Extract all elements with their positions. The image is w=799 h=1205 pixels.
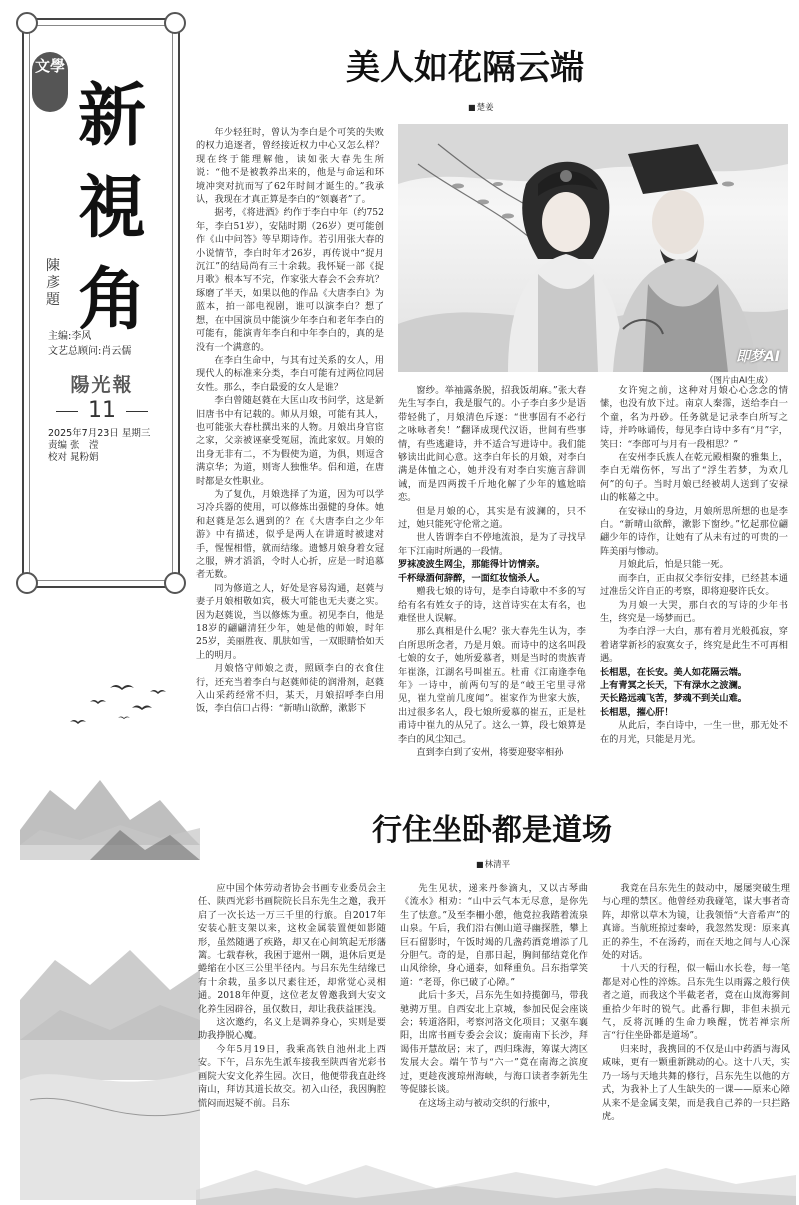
paragraph: 而李白，正由叔父李衍安排，已经甚本通过准岳父许自正的考察，即将迎娶许氏女。 xyxy=(600,572,788,598)
paragraph: 同为修道之人，好处是容易沟通，赵蕤与妻子月娘相敬如宾，极大可能也无夫妻之实。因为赵蕤说，当以修炼为重。初见李白，他是18岁的翩翩清狂少年，她是他的师娘，时年25岁，美丽胜夜、肌肤如雪，一双眼睛恰如天上的明月。 xyxy=(196,582,384,661)
paragraph: 据考，《将进酒》约作于李白中年（约752年，李白51岁），安陆时期（26岁）更可能创作《山中问答》等早期诗作。若引用张大春的小说情节，李白时年才26岁，再传说中“捉月沉江”的结局尚有三十余载。我怀疑一部《捉月歌》根本写不完，作家张大春会不会弃坑？琢磨了半天，如果以他的作品《大唐李白》为蓝本，拍一部电视剧，谁可以演李白？想了想，在中国演员中能演少年李白和老年李白的可能有，能演青年李白和中年李白的，真的是没有一个满意的。 xyxy=(196,207,384,353)
paragraph: 但是月娘的心，其实是有波澜的，只不过，她只能死守伦常之道。 xyxy=(398,505,586,531)
calligrapher-signature: 陳彥題 xyxy=(46,258,60,308)
ornament-corner-icon xyxy=(164,572,186,594)
paragraph: 李白曾随赵蕤在大匡山攻书问学，这是新旧唐书中有记载的。师从月娘，可能有其人，也可能张大春杜撰出来的人物。月娘出身官宦之家，父亲被诬豪受冤屈，流此家奴。月娘的出身无非有二，不为假使为道，为俱，则逗含满京华；为道，则寄人独惟华。侣和道，在唐时都是女性职业。 xyxy=(196,395,384,487)
advisor: 文艺总顾问:肖云儒 xyxy=(48,346,132,357)
paragraph: 归来时，我携回的不仅是山中药酒与海风咸味，更有一颗重新跳动的心。这十八天，实乃一场与天地共舞的修行，吕东先生以他的方式，为我补上了人生缺失的一课——原来心障从来不是金属支架，而是我自己养的一只拦路虎。 xyxy=(602,1043,790,1122)
paragraph: 先生见状，递来丹参滴丸，又以古琴曲《流水》相劝：“山中云气本无尽意，是你先生了怯意。”及至李柵小憩，他竟拉我踏着流泉山泉。午后，我们沿右侧山道寻幽探胜，攀上巨石留影时，午饭时竭的几盏药酒竟增添了几分胆气。奇的是，自那日起，胸间郁结竟化作山风徐徐，身心通泰，如释重负。吕东指掌笑道：“老哥，你已破了心障。” xyxy=(400,883,588,988)
paragraph: 赠我七娘的诗句，是李白诗歌中不多的写给有名有姓女子的诗，这首诗实在太有名，也难怪世人误解。 xyxy=(398,586,586,624)
paragraph: 这次邀约，名义上是调养身心，实则是要助我挣脱心魔。 xyxy=(198,1017,386,1042)
paragraph: 此后十多天，吕东先生如持揽御马，带我驰骋万里。自西安北上京城，参加民促会座谈会；转道洛阳，考察河洛文化项目；又驱车襄阳，出席书画专委会会议；旋南南下长沙，拜谒伟开慧故居；末了，西归珠海，筹谋大湾区发展大会。端午节与“六一”竟在南海之滨度过，更趁夜渡琼州海峡，与海口读者李新先生等促膝长谈。 xyxy=(400,990,588,1096)
paragraph: 应中国个体劳动者协会书画专业委员会主任、陕西光彩书画院院长吕东先生之邀，我开启了一次长达一万三千里的行旅。自2017年安装心脏支架以来，这枚金属装置便如影随形，虽然随遇了疾路，却又在心间筑起无形藩篱。七载春秋，我困于遮州一隅，退休后更是蜷缩在小区三公里半径内。与吕东先生结缘已有十余载，虽多以尺素往还，却常觉心灵相通。2018年仲夏，这位老友曾邀我到大安文化养生园辟谷，虽仅数日，却让我获益匪浅。 xyxy=(198,883,386,1015)
paragraph: 月娘此后，怕是只能一死。 xyxy=(618,559,729,571)
ai-illustration xyxy=(398,124,788,372)
newspaper-logo: 陽光報 xyxy=(70,374,134,396)
paragraph: 年少轻狂时，曾认为李白是个可笑的失败的权力追逐者，曾经接近权力中心又怎么样？现在终于能理解他，读如张大春先生所说：“他不是被教养出来的，他是与命运和环境冲突对抗而写了62年时间才诞生的。”我承认，我现在才真正算是李白的“领襄者”了。 xyxy=(196,127,384,206)
article-byline: ■ 楚姜 xyxy=(468,101,494,113)
paragraph: 在安州李氏族人在乾元殿相聚的雅集上，李白无端伤怀，写出了“浮生若梦，为欢几何”的句子。当时月娘已经被胡人送到了安禄山的帐幕之中。 xyxy=(600,452,788,504)
paragraph: 为月娘一大哭，那白衣的写诗的少年书生，终究是一场梦而已。 xyxy=(600,599,788,624)
paragraph: 女许宛之前，这种对月娘心心念念的情愫，也没有放下过。南京人秦霈，送给李白一个童，名为丹砂。任务就是记录李白所写之诗，并吟咏诵传，每见李白诗中多有“月”字，笑曰：“李郎可与月有一段相思？” xyxy=(600,385,788,450)
article-column xyxy=(602,882,790,1188)
article-column xyxy=(400,882,588,1188)
article-column xyxy=(600,384,788,792)
paragraph: 那么真相是什么呢？张大春先生认为，李白所思所念者，乃是月娘。而诗中的这名叫段七娘的女子，她所爱慕者，则是当时的贵族青年崔涤，江湖名号叫崔五。杜甫《江南逢李龟年》一诗中，前两句写的是“岐王宅里寻常见，崔九堂前几度闻”。崔家作为世家大族，出过很多名人，段七娘所爱慕的崔五，正是杜甫诗中崔九的从兄了。这么一算，段七娘算是李白的风尘知己。 xyxy=(398,626,586,745)
article-title: 美人如花隔云端 xyxy=(346,48,584,88)
page-number: 11 xyxy=(52,398,152,423)
paragraph: 窗纱。举袖露条脱，招我饭胡麻。”张大春先生写李白，我是服气的。小子李白多少是语带轻佻了，月娘清色斥逐：“世事固有不必行之咏咏者矣！”翻译成现代汉语，世间有些事情，有些逃避诗，并不适合写进诗中。我们能够读出此间心意。这李白年长的月娘，对李白满是体恤之心，她并没有对李白实施言辞训诫，而是四两拨千斤地化解了少年的尴尬暗恋。 xyxy=(398,385,586,504)
paragraph: 天长路远魂飞苦，梦魂不到关山难。 xyxy=(600,693,747,705)
article-byline: ■ 林清平 xyxy=(476,858,510,870)
paragraph: 在李白生命中，与其有过关系的女人，用现代人的标准来分类，李白可能有过两位同居女性。那么，李白最爱的女人是谁？ xyxy=(196,354,384,393)
editor-credit: 责编 张 滢 xyxy=(48,440,99,451)
paragraph: 为李白浮一大白，那有着月光般孤寂，穿着诸掌新衫的寂寞女子，终究是此生不可再相遇。 xyxy=(600,626,788,665)
paragraph: 今年5月19日，我乘高铁自池州北上西安。下午，吕东先生派车接我至陕西省光彩书画院大安文化养生园。次日，他便带我直赴终南山，拜访其道长故交。初入山径，我因胸腔慌闷而迟疑不前。吕东 xyxy=(198,1043,386,1109)
paragraph: 我竟在吕东先生的鼓动中，屡屡突破生理与心理的禁区。他曾经劝我碰笔，谋大事者奇阵，却常以草木为镜，让我领悟“大音希声”的真谛。当航班掠过秦岭，我忽然发现：原来真正的养生，不在汤药，而在天地之间与人心深处的对话。 xyxy=(602,883,790,962)
paragraph: 上有青冥之长天，下有渌水之波澜。 xyxy=(600,679,747,691)
chief-editor: 主编:李风 xyxy=(48,331,92,342)
issue-info xyxy=(48,428,158,464)
paragraph: 长相思，摧心肝！ xyxy=(600,706,674,718)
article-title: 行住坐卧都是道场 xyxy=(372,813,612,848)
paragraph: 在安禄山的身边，月娘所思所想的也是李白。“新晴山欲醉，漱影下窗纱。”忆起那位翩翩少年的诗作，让她有了从未有过的可贵的一阵美丽与惨动。 xyxy=(600,505,788,557)
paragraph: 罗袜凌波生网尘，那能得计访情亲。 xyxy=(398,559,545,571)
ai-watermark: 即梦AI xyxy=(735,349,780,365)
ornament-corner-icon xyxy=(164,12,186,34)
article-column xyxy=(398,384,586,792)
birds-icon xyxy=(70,685,166,724)
article-column xyxy=(198,882,386,1188)
couple-portrait-image xyxy=(398,124,788,372)
article-column xyxy=(196,126,384,792)
paragraph: 为了复仇，月娘选择了为道，因为可以学习冷兵器的使用，可以修炼出强健的身体。她和赵蕤是怎么遇到的？在《大唐李白之少年游》中有描述，似乎是两人在讲道时被逮对手，惺惺相惜，就而结缘。遗憾月娘身着女冠之服，辨才滔滔，令时人心折，应是一时追慕者无数。 xyxy=(196,488,384,581)
paragraph: 世人皆谓李白不停地流浪，是为了寻找早年下江南时所遇的一段情。 xyxy=(398,532,586,557)
image-caption: （图片由AI生成） xyxy=(705,376,773,386)
column-title xyxy=(62,70,162,346)
proofreader-credit: 校对 晁粉娟 xyxy=(48,452,99,463)
ornament-corner-icon xyxy=(16,12,38,34)
bottom-mountain-decor xyxy=(196,1150,796,1205)
paragraph: 千杯绿酒何辞醉，一面红妆恼杀人。 xyxy=(398,572,545,584)
paragraph: 在这场主动与被动交织的行旅中， xyxy=(418,1097,557,1109)
paragraph: 月娘恪守师娘之责，照顾李白的衣食住行，还充当着李白与赵蕤师徒的润滑剂，赵蕤入山采药经常不归，某天，月娘招呼李白用饭，李白信口占得：“新晴山欲醉，漱影下 xyxy=(196,663,384,715)
paragraph: 直到李白到了安州，将要迎娶宰相孙 xyxy=(416,746,564,758)
issue-date: 2025年7月23日 星期三 xyxy=(48,428,151,439)
paragraph: 长相思，在长安。美人如花隔云端。 xyxy=(600,666,747,678)
staff-credits xyxy=(48,329,131,359)
ornament-corner-icon xyxy=(16,572,38,594)
paragraph: 十八天的行程，似一幅山水长卷，每一笔都是对心性的淬炼。吕东先生以雨露之般行侠者之道，而我这个半截老者，竟在山岚海雾间重拾少年时的锐气。此番行脚，非但未损元气，反将沉睡的生命力唤醒，恍若禅宗所言“行住坐卧都是道场”。 xyxy=(602,963,790,1042)
column-title-char: 角 xyxy=(77,260,146,340)
paragraph: 从此后，李白诗中，一生一世，那无处不在的月光，只能是月光。 xyxy=(600,720,788,745)
column-title-char: 新 xyxy=(77,76,146,156)
section-badge: 文學 xyxy=(32,52,68,112)
column-title-char: 視 xyxy=(77,168,146,248)
ink-landscape-illustration xyxy=(20,660,200,1200)
